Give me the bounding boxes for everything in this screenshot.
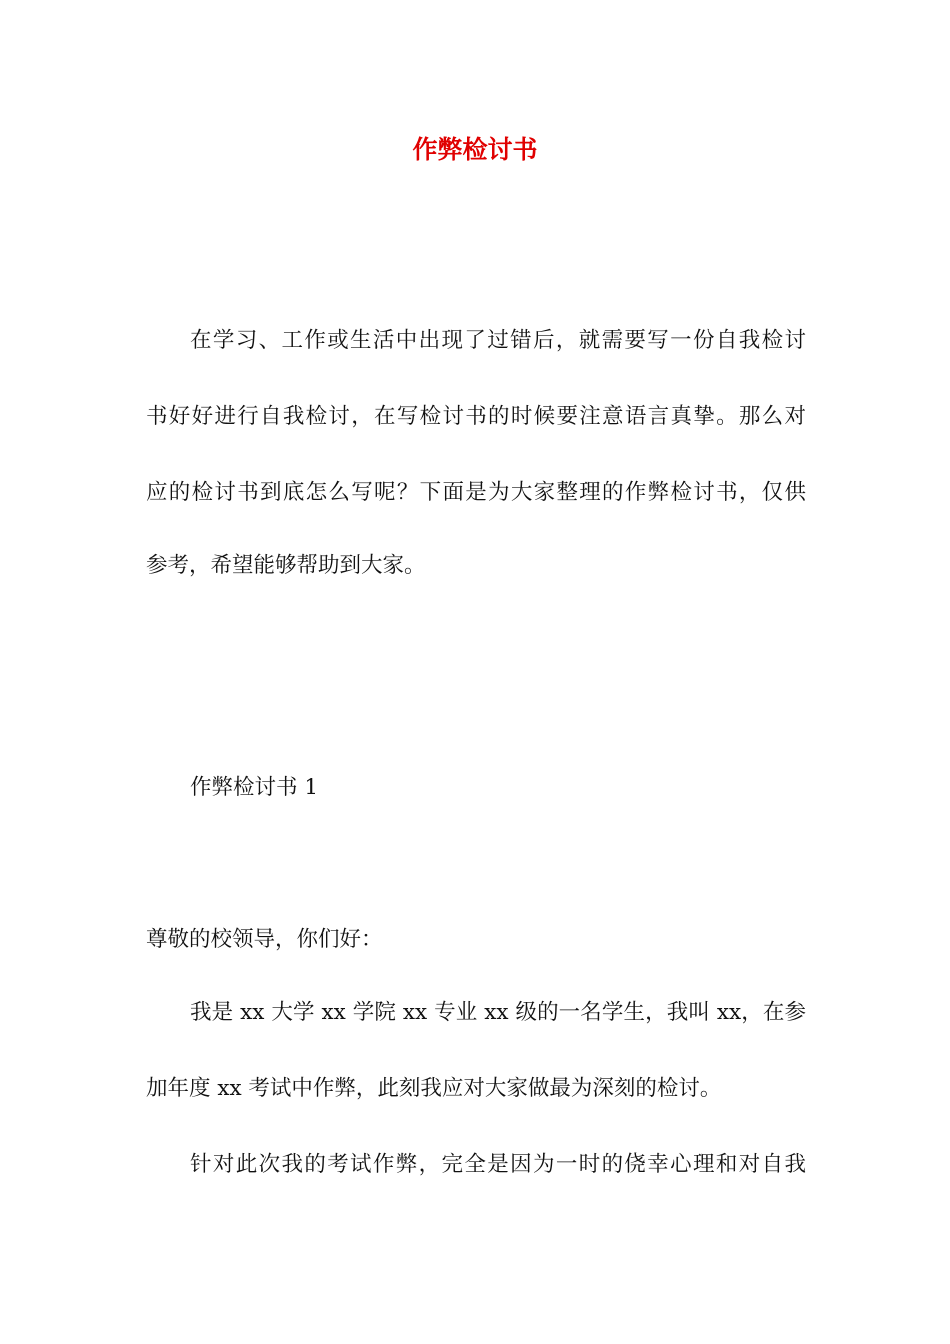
body-line-1: 我是 xx 大学 xx 学院 xx 专业 xx 级的一名学生，我叫 xx，在参 [190,1000,806,1025]
section-heading: 作弊检讨书 1 [190,775,319,800]
intro-line-3: 应的检讨书到底怎么写呢？下面是为大家整理的作弊检讨书，仅供 [146,480,806,505]
intro-line-4: 参考，希望能够帮助到大家。 [146,553,426,578]
intro-line-2: 书好好进行自我检讨，在写检讨书的时候要注意语言真挚。那么对 [146,404,806,429]
document-title: 作弊检讨书 [412,135,538,164]
body-line-3: 针对此次我的考试作弊，完全是因为一时的侥幸心理和对自我 [190,1152,806,1177]
salutation: 尊敬的校领导，你们好： [146,927,383,952]
body-line-2: 加年度 xx 考试中作弊，此刻我应对大家做最为深刻的检讨。 [146,1076,722,1101]
intro-line-1: 在学习、工作或生活中出现了过错后，就需要写一份自我检讨 [190,328,806,353]
